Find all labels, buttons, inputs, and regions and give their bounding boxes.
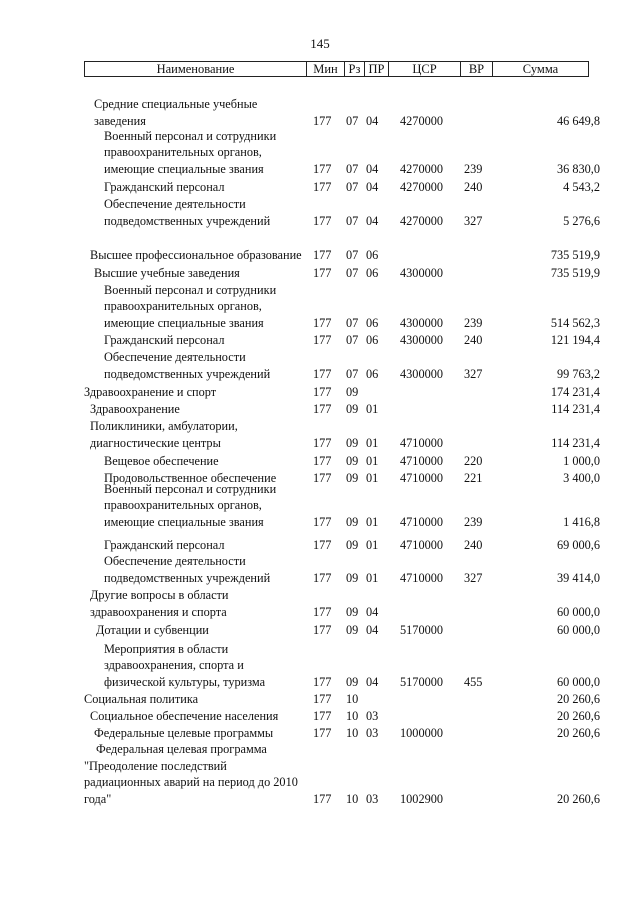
row-name: Военный персонал и сотрудники правоохранительных органов, имеющие специальные звания [104, 282, 277, 330]
row-min: 177 [313, 454, 332, 468]
row-name: Высшее профессиональное образование [90, 247, 302, 262]
row-csr: 4300000 [400, 333, 444, 347]
row-sum: 46 649,8 [556, 114, 600, 128]
row-csr: 4300000 [400, 316, 444, 330]
row-vr: 240 [464, 180, 483, 194]
row-rz: 07 [346, 114, 359, 128]
row-rz: 10 [346, 692, 359, 706]
row-sum: 20 260,6 [556, 709, 600, 723]
row-name: Федеральные целевые программы [94, 725, 274, 740]
row-min: 177 [313, 515, 332, 529]
row-rz: 07 [346, 266, 359, 280]
row-sum: 5 276,6 [563, 214, 600, 228]
row-rz: 10 [346, 709, 359, 723]
row-csr: 4270000 [400, 162, 444, 176]
header-min: Мин [307, 62, 345, 76]
row-min: 177 [313, 333, 332, 347]
row-pr: 06 [366, 367, 379, 381]
row-sum: 3 400,0 [563, 471, 600, 485]
row-csr: 4270000 [400, 214, 444, 228]
row-pr: 01 [366, 454, 379, 468]
row-pr: 01 [366, 515, 379, 529]
row-name: Военный персонал и сотрудники правоохранительных органов, имеющие специальные звания [104, 481, 277, 529]
row-pr: 01 [366, 571, 379, 585]
row-sum: 1 416,8 [563, 515, 600, 529]
row-sum: 1 000,0 [563, 454, 600, 468]
row-name: Социальная политика [84, 691, 199, 706]
row-rz: 07 [346, 367, 359, 381]
row-rz: 07 [346, 214, 359, 228]
row-min: 177 [313, 316, 332, 330]
row-pr: 03 [366, 792, 379, 806]
row-name: Здравоохранение и спорт [84, 384, 217, 399]
row-rz: 09 [346, 571, 359, 585]
row-csr: 1000000 [400, 726, 444, 740]
row-sum: 60 000,0 [556, 675, 600, 689]
row-pr: 01 [366, 538, 379, 552]
row-vr: 239 [464, 515, 483, 529]
row-sum: 735 519,9 [550, 266, 600, 280]
row-pr: 03 [366, 709, 379, 723]
row-pr: 04 [366, 214, 379, 228]
row-min: 177 [313, 114, 332, 128]
row-sum: 60 000,0 [556, 605, 600, 619]
row-min: 177 [313, 792, 332, 806]
row-name: Гражданский персонал [104, 332, 225, 347]
row-sum: 174 231,4 [550, 385, 600, 399]
row-pr: 04 [366, 605, 379, 619]
row-name: Обеспечение деятельности подведомственных учреждений [104, 197, 271, 228]
row-csr: 4710000 [400, 471, 444, 485]
row-name: Вещевое обеспечение [104, 453, 219, 468]
row-sum: 39 414,0 [556, 571, 600, 585]
row-name: Другие вопросы в области здравоохранения и спорта [90, 588, 229, 619]
row-csr: 4270000 [400, 114, 444, 128]
row-csr: 1002900 [400, 792, 444, 806]
row-csr: 4710000 [400, 515, 444, 529]
row-vr: 240 [464, 538, 483, 552]
row-rz: 07 [346, 316, 359, 330]
row-csr: 4300000 [400, 367, 444, 381]
row-rz: 09 [346, 471, 359, 485]
row-pr: 01 [366, 436, 379, 450]
row-min: 177 [313, 402, 332, 416]
row-pr: 04 [366, 675, 379, 689]
row-pr: 06 [366, 266, 379, 280]
row-name: Поликлиники, амбулатории, диагностические центры [90, 419, 238, 450]
row-sum: 114 231,4 [551, 402, 600, 416]
row-min: 177 [313, 162, 332, 176]
row-sum: 114 231,4 [551, 436, 600, 450]
row-name: Социальное обеспечение населения [90, 708, 279, 723]
row-vr: 327 [464, 367, 483, 381]
row-min: 177 [313, 538, 332, 552]
row-name: Гражданский персонал [104, 179, 225, 194]
row-pr: 06 [366, 316, 379, 330]
row-sum: 20 260,6 [556, 726, 600, 740]
row-sum: 36 830,0 [556, 162, 600, 176]
row-min: 177 [313, 436, 332, 450]
row-min: 177 [313, 471, 332, 485]
row-rz: 10 [346, 792, 359, 806]
row-csr: 4270000 [400, 180, 444, 194]
row-sum: 121 194,4 [550, 333, 600, 347]
row-csr: 4300000 [400, 266, 444, 280]
row-pr: 04 [366, 162, 379, 176]
row-vr: 327 [464, 214, 483, 228]
row-name: Средние специальные учебные заведения [94, 97, 258, 128]
row-name: Федеральная целевая программа "Преодоление последствий радиационных аварий на период до 2010 года" [84, 742, 298, 806]
row-rz: 09 [346, 605, 359, 619]
row-vr: 239 [464, 162, 483, 176]
row-vr: 327 [464, 571, 483, 585]
row-sum: 60 000,0 [556, 623, 600, 637]
row-name: Обеспечение деятельности подведомственных учреждений [104, 554, 271, 585]
row-min: 177 [313, 692, 332, 706]
row-sum: 4 543,2 [563, 180, 600, 194]
header-csr: ЦСР [389, 62, 461, 76]
row-rz: 09 [346, 675, 359, 689]
row-sum: 20 260,6 [556, 792, 600, 806]
row-name: Высшие учебные заведения [94, 265, 240, 280]
row-pr: 01 [366, 471, 379, 485]
row-csr: 4710000 [400, 436, 444, 450]
header-name: Наименование [85, 62, 307, 76]
row-vr: 221 [464, 471, 483, 485]
row-csr: 4710000 [400, 538, 444, 552]
row-min: 177 [313, 675, 332, 689]
row-min: 177 [313, 385, 332, 399]
row-min: 177 [313, 726, 332, 740]
row-min: 177 [313, 180, 332, 194]
row-rz: 07 [346, 180, 359, 194]
row-name: Продовольственное обеспечение [104, 470, 277, 485]
row-rz: 09 [346, 454, 359, 468]
row-vr: 239 [464, 316, 483, 330]
row-sum: 99 763,2 [556, 367, 600, 381]
row-rz: 09 [346, 402, 359, 416]
row-rz: 09 [346, 385, 359, 399]
page-number: 145 [310, 36, 330, 51]
row-csr: 4710000 [400, 454, 444, 468]
row-pr: 04 [366, 623, 379, 637]
row-min: 177 [313, 623, 332, 637]
header-pr: ПР [365, 62, 389, 76]
row-min: 177 [313, 709, 332, 723]
row-min: 177 [313, 248, 332, 262]
row-vr: 455 [464, 675, 483, 689]
row-min: 177 [313, 367, 332, 381]
row-csr: 5170000 [400, 675, 444, 689]
row-rz: 09 [346, 515, 359, 529]
row-name: Обеспечение деятельности подведомственных учреждений [104, 350, 271, 381]
row-rz: 10 [346, 726, 359, 740]
row-pr: 01 [366, 402, 379, 416]
row-rz: 07 [346, 162, 359, 176]
row-pr: 06 [366, 333, 379, 347]
row-pr: 04 [366, 114, 379, 128]
row-name: Дотации и субвенции [96, 622, 209, 637]
row-pr: 03 [366, 726, 379, 740]
row-sum: 735 519,9 [550, 248, 600, 262]
header-sum: Сумма [522, 62, 559, 76]
row-name: Военный персонал и сотрудники правоохранительных органов, имеющие специальные звания [104, 128, 277, 176]
row-min: 177 [313, 214, 332, 228]
row-csr: 4710000 [400, 571, 444, 585]
row-sum: 514 562,3 [550, 316, 600, 330]
row-name: Гражданский персонал [104, 537, 225, 552]
row-min: 177 [313, 605, 332, 619]
row-rz: 09 [346, 436, 359, 450]
row-rz: 07 [346, 248, 359, 262]
row-rz: 09 [346, 538, 359, 552]
row-rz: 07 [346, 333, 359, 347]
row-pr: 06 [366, 248, 379, 262]
header-rz: Рз [345, 62, 365, 76]
row-name: Мероприятия в области здравоохранения, спорта и физической культуры, туризма [104, 641, 266, 689]
row-name: Здравоохранение [90, 401, 180, 416]
row-vr: 220 [464, 454, 483, 468]
header-vr: ВР [461, 62, 493, 76]
row-csr: 5170000 [400, 623, 444, 637]
row-min: 177 [313, 571, 332, 585]
row-sum: 20 260,6 [556, 692, 600, 706]
row-rz: 09 [346, 623, 359, 637]
row-pr: 04 [366, 180, 379, 194]
row-vr: 240 [464, 333, 483, 347]
row-sum: 69 000,6 [556, 538, 600, 552]
row-min: 177 [313, 266, 332, 280]
